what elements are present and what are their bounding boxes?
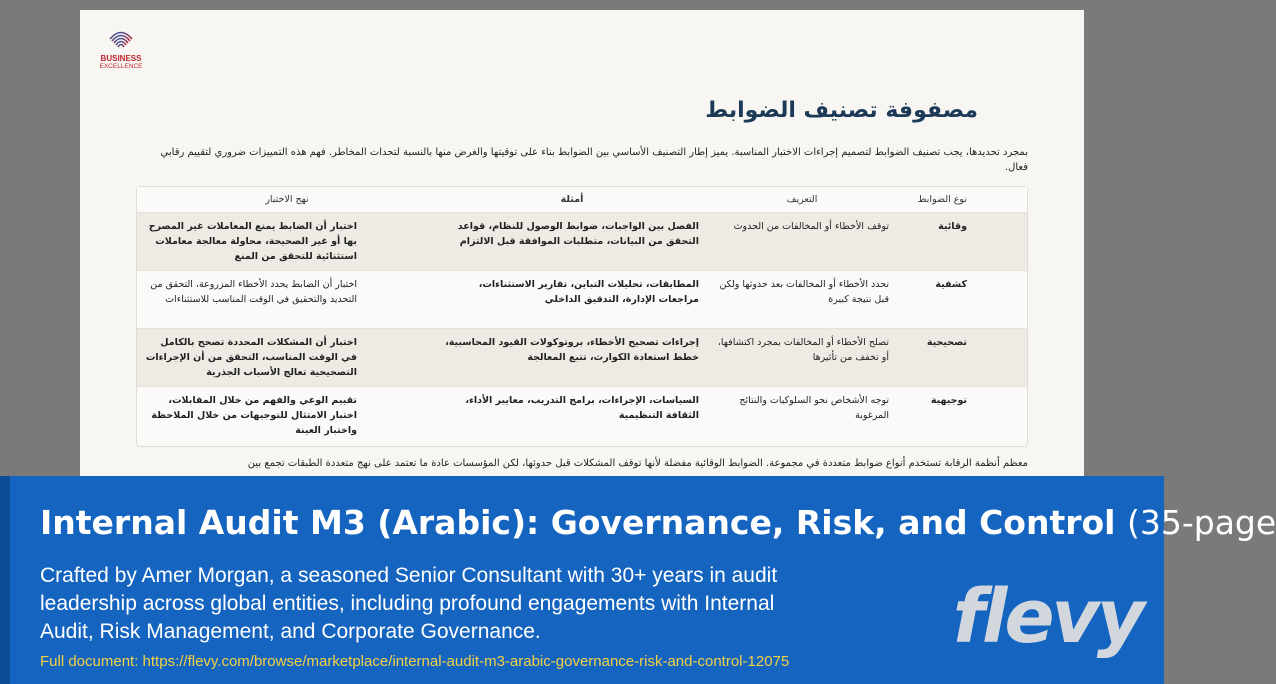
intro-paragraph: بمجرد تحديدها، يجب تصنيف الضوابط لتصميم إجراءات الاختبار المناسبة. يميز إطار التصنيف الأساسي بين الضوابط بناء على توقيتها والغرض منها بالنسبة لتحدات المخاطر. فهم هذه التمييزات ضروري لتقييم رقابي فعال.: [160, 147, 1028, 173]
control-classification-table: [136, 186, 1028, 447]
row-examples: الفصل بين الواجبات، ضوابط الوصول للنظام، قواعد التحقق من البيانات، متطلبات الموافقة قبل الالتزام: [457, 221, 699, 247]
table-row: [137, 329, 1027, 387]
row-examples: السياسات، الإجراءات، برامج التدريب، معايير الأداء، الثقافة التنظيمية: [465, 395, 699, 421]
header-type: نوع الضوابط: [917, 194, 967, 205]
row-definition: توقف الأخطاء أو المخالفات من الحدوث: [733, 221, 889, 232]
banner-description: Crafted by Amer Morgan, a seasoned Senior Consultant with 30+ years in audit leadership across global entities, including profound engagements with Internal Audit, Risk Management, and Corporate Governance.: [40, 564, 778, 643]
table-header-row: [137, 187, 1027, 213]
banner-edge: [0, 476, 10, 684]
logo-line1: BUSINESS: [100, 54, 142, 63]
banner-title-suffix: (35-page: [1126, 503, 1276, 542]
header-approach: نهج الاختبار: [265, 194, 309, 205]
header-examples: أمثلة: [560, 194, 584, 205]
header-definition: التعريف: [786, 194, 818, 205]
row-examples: المطابقات، تحليلات التباين، تقارير الاستثناءات، مراجعات الإدارة، التدقيق الداخلي: [478, 279, 699, 305]
logo-line2: EXCELLENCE: [99, 63, 143, 70]
row-definition: تحدد الأخطاء أو المخالفات بعد حدوثها ولكن قبل نتيجة كبيرة: [719, 279, 889, 305]
row-definition: توجه الأشخاص نحو السلوكيات والنتائج المرغوبة: [739, 395, 889, 421]
table-row: [137, 387, 1027, 444]
table-row: [137, 271, 1027, 329]
row-approach: اختبار أن الضابط يحدد الأخطاء المزروعة، التحقق من التحديد والتحقيق في الوقت المناسب للاستثناءات: [150, 279, 357, 305]
banner-title: [40, 503, 1276, 542]
row-approach: اختبار أن المشكلات المحددة تصحح بالكامل في الوقت المناسب، التحقق من أن الإجراءات التصحيحية تعالج الأسباب الجذرية: [145, 337, 357, 378]
row-approach: اختبار أن الضابط يمنع المعاملات غير المصرح بها أو غير الصحيحة، محاولة معالجة معاملات استثنائية للتحقق من المنع: [148, 221, 357, 262]
full-document-link[interactable]: Full document: https://flevy.com/browse/marketplace/internal-audit-m3-arabic-governance-risk-and-control-12075: [40, 653, 790, 670]
flevy-logo: flevy: [952, 574, 1142, 660]
table-row: [137, 213, 1027, 271]
row-type: تصحيحية: [926, 337, 967, 348]
row-type: توجيهية: [930, 395, 967, 406]
document-page: [80, 10, 1084, 480]
page-title: مصفوفة تصنيف الضوابط: [705, 98, 978, 123]
fingerprint-logo-icon: [107, 26, 135, 52]
row-examples: إجراءات تصحيح الأخطاء، بروتوكولات القيود المحاسبية، خطط استعادة الكوارث، تتبع المعالجة: [445, 337, 699, 363]
row-approach: تقييم الوعي والفهم من خلال المقابلات، اختبار الامتثال للتوجيهات من خلال الملاحظة واختبار العينة: [151, 395, 357, 436]
row-type: كشفية: [935, 279, 967, 290]
business-excellence-logo: [96, 26, 146, 71]
banner-title-main: Internal Audit M3 (Arabic): Governance, Risk, and Control: [40, 503, 1116, 542]
footnote-paragraph: معظم أنظمة الرقابة تستخدم أنواع ضوابط متعددة في مجموعة. الضوابط الوقائية مفضلة لأنها توقف المشكلات قبل حدوثها، لكن المؤسسات عادة ما تعتمد على نهج متعددة الطبقات تجمع بين: [247, 458, 1028, 469]
row-type: وقائية: [938, 221, 967, 232]
row-definition: تصلح الأخطاء أو المخالفات بمجرد اكتشافها، أو تخفف من تأثيرها: [717, 337, 889, 363]
promo-banner: [0, 476, 1276, 684]
